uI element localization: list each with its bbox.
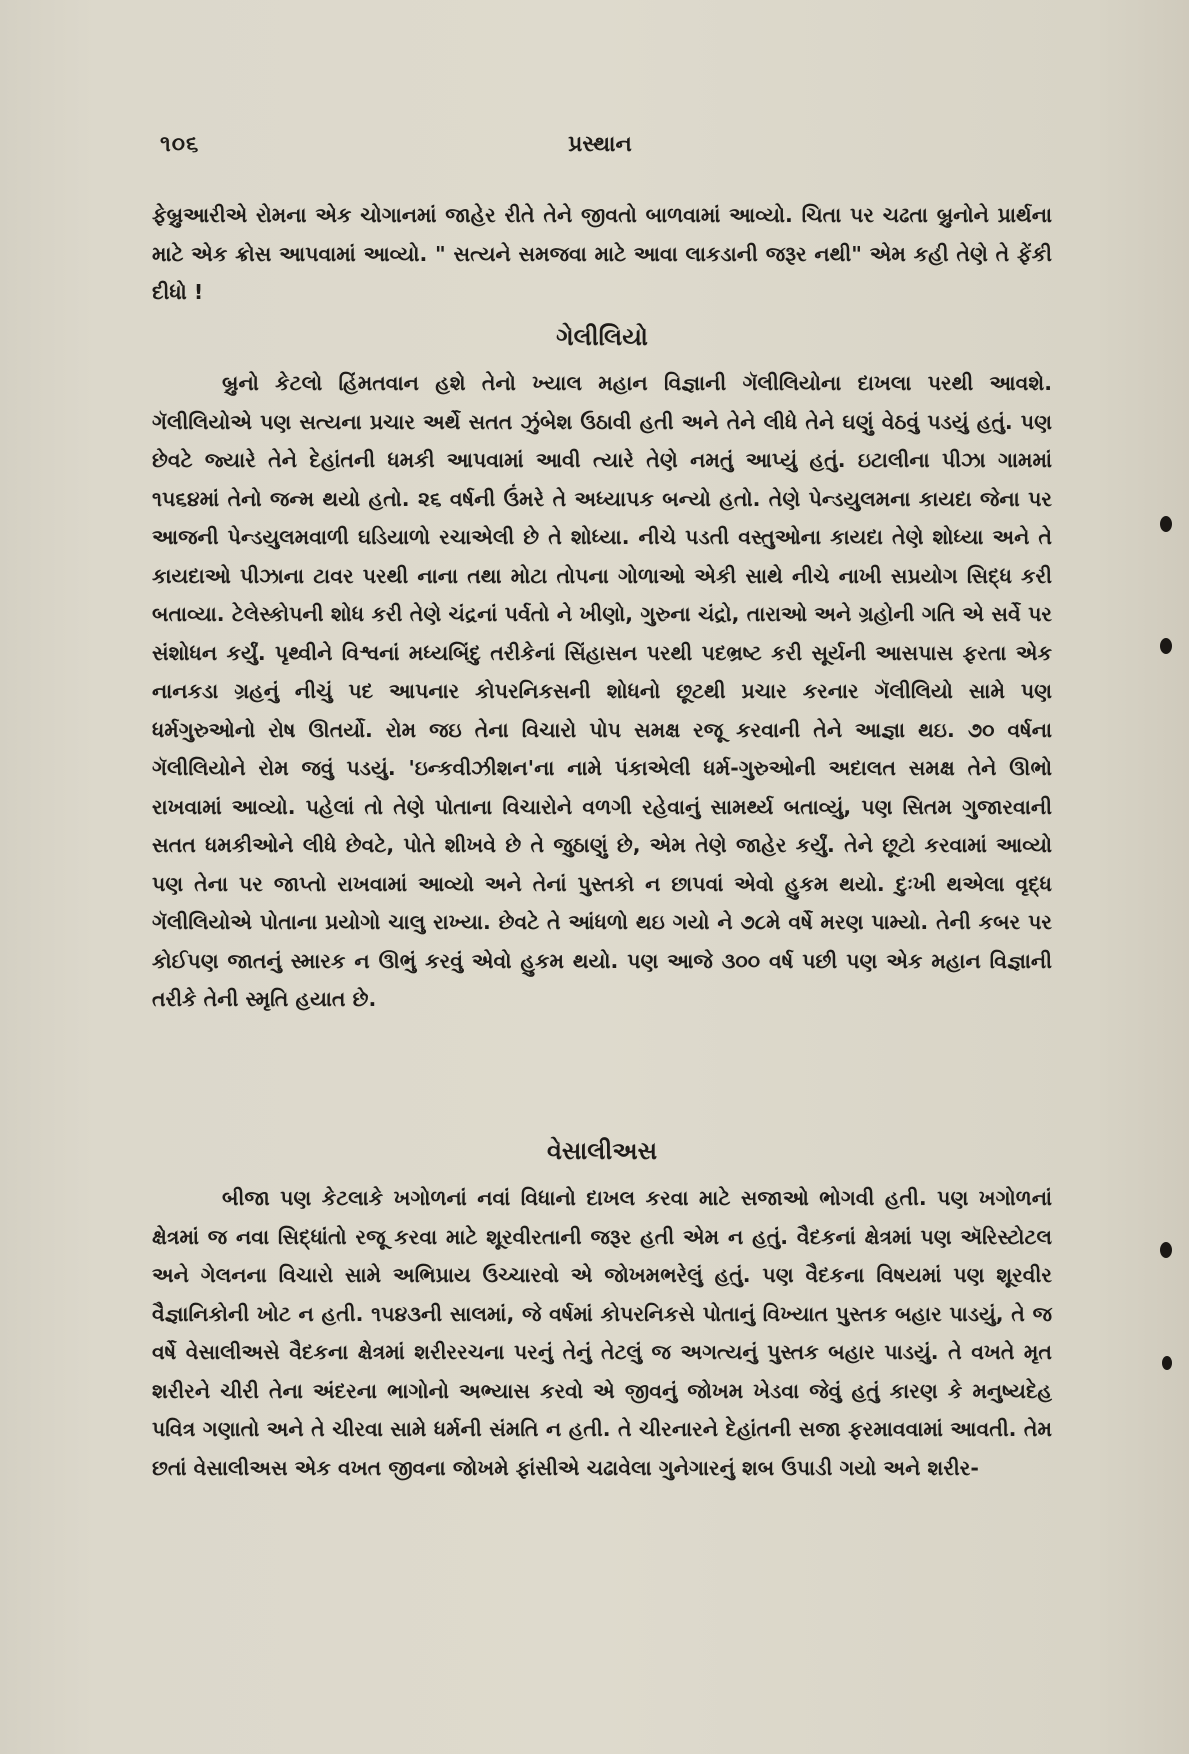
section-heading-vesalius: વેસાલીઅસ [546,1137,658,1165]
galileo-paragraph: બ્રુનો કેટલો હિંમતવાન હશે તેનો ખ્યાલ મહાન વિજ્ઞાની ગૅલીલિયોના દાખલા પરથી આવશે. ગૅલીલિયોએ પણ સત્યના પ્રચાર અર્થે સતત ઝુંબેશ ઉઠાવી હતી અને તેને લીધે તેને ઘણું વેઠવું પડયું હતું. પણ છેવટે જ્યારે તેને દેહાંતની ધમકી આપવામાં આવી ત્યારે તેણે નમતું આપ્યું હતું. ઇટાલીના પીઝા ગામમાં ૧૫૬૪માં તેનો જન્મ થયો હતો. ૨૬ વર્ષની ઉંમરે તે અધ્યાપક બન્યો હતો. તેણે પેન્ડયુલમના કાયદા જેના પર આજની પેન્ડયુલમવાળી ઘડિયાળો રચાએલી છે તે શોધ્યા. નીચે પડતી વસ્તુઓના કાયદા તેણે શોધ્યા અને તે કાયદાઓ પીઝાના ટાવર પરથી નાના તથા મોટા તોપના ગોળાઓ એકી સાથે નીચે નાખી સપ્રયોગ સિદ્ધ કરી બતાવ્યા. ટેલેસ્કોપની શોધ કરી તેણે ચંદ્રનાં પર્વતો ને ખીણો, ગુરુના ચંદ્રો, તારાઓ અને ગ્રહોની ગતિ એ સર્વે પર સંશોધન કર્યું. પૃથ્વીને વિશ્વનાં મધ્યબિંદુ તરીકેનાં સિંહાસન પરથી પદભ્રષ્ટ કરી સૂર્યની આસપાસ ફરતા એક નાનકડા ગ્રહનું નીચું પદ આપનાર કોપરનિકસની શોધનો છૂટથી પ્રચાર કરનાર ગૅલીલિયો સામે પણ ધર્મગુરુઓનો રોષ ઊતર્યો. રોમ જઇ તેના વિચારો પોપ સમક્ષ રજૂ કરવાની તેને આજ્ઞા થઇ. ૭૦ વર્ષના ગૅલીલિયોને રોમ જવું પડયું. 'ઇન્કવીઝીશન'ના નામે પંકાએલી ધર્મ-ગુરુઓની અદાલત સમક્ષ તેને ઊભો રાખવામાં આવ્યો. પહેલાં તો તેણે પોતાના વિચારોને વળગી રહેવાનું સામર્થ્ય બતાવ્યું, પણ સિતમ ગુજારવાની સતત ધમકીઓને લીધે છેવટે, પોતે શીખવે છે તે જુઠાણું છે, એમ તેણે જાહેર કર્યું. તેને છૂટો કરવામાં આવ્યો પણ તેના પર જાપ્તો રાખવામાં આવ્યો અને તેનાં પુસ્તકો ન છાપવાં એવો હુકમ થયો. દુઃખી થએલા વૃદ્ધ ગૅલીલિયોએ પોતાના પ્રયોગો ચાલુ રાખ્યા. છેવટે તે આંધળો થઇ ગયો ને ૭૮મે વર્ષે મરણ પામ્યો. તેની કબર પર કોઈપણ જાતનું સ્મારક ન ઊભું કરવું એવો હુકમ થયો. પણ આજે ૩૦૦ વર્ષ પછી પણ એક મહાન વિજ્ઞાની તરીકે તેની સ્મૃતિ હયાત છે. [152,371,1052,1011]
section-heading-galileo: ગેલીલિયો [556,323,648,351]
vesalius-paragraph: બીજા પણ કેટલાકે ખગોળનાં નવાં વિધાનો દાખલ કરવા માટે સજાઓ ભોગવી હતી. પણ ખગોળનાં ક્ષેત્રમાં જ નવા સિદ્ધાંતો રજૂ કરવા માટે શૂરવીરતાની જરૂર હતી એમ ન હતું. વૈદકનાં ક્ષેત્રમાં પણ ઍરિસ્ટોટલ અને ગેલનના વિચારો સામે અભિપ્રાય ઉચ્ચારવો એ જોખમભરેલું હતું. પણ વૈદકના વિષયમાં પણ શૂરવીર વૈજ્ઞાનિકોની ખોટ ન હતી. ૧૫૪૩ની સાલમાં, જે વર્ષમાં કોપરનિકસે પોતાનું વિખ્યાત પુસ્તક બહાર પાડયું, તે જ વર્ષે વેસાલીઅસે વૈદકના ક્ષેત્રમાં શરીરરચના પરનું તેનું તેટલું જ અગત્યનું પુસ્તક બહાર પાડયું. તે વખતે મૃત શરીરને ચીરી તેના અંદરના ભાગોનો અભ્યાસ કરવો એ જીવનું જોખમ ખેડવા જેવું હતું કારણ કે મનુષ્યદેહ પવિત્ર ગણાતો અને તે ચીરવા સામે ધર્મની સંમતિ ન હતી. તે ચીરનારને દેહાંતની સજા ફરમાવવામાં આવતી. તેમ છતાં વેસાલીઅસ એક વખત જીવના જોખમે ફાંસીએ ચઢાવેલા ગુનેગારનું શબ ઉપાડી ગયો અને શરીર- [152,1186,1052,1480]
binding-hole [1162,1356,1172,1370]
binding-hole [1160,1242,1172,1258]
intro-paragraph: ફેબ્રુઆરીએ રોમના એક ચોગાનમાં જાહેર રીતે તેને જીવતો બાળવામાં આવ્યો. ચિતા પર ચઢતા બ્રુનોને પ્રાર્થના માટે એક ક્રોસ આપવામાં આવ્યો. " સત્યને સમજવા માટે આવા લાકડાની જરૂર નથી" એમ કહી તેણે તે ફેંકી દીધો ! [152,203,1052,304]
running-title: પ્રસ્થાન [568,132,632,157]
page-header [160,132,1040,166]
page-number: ૧૦૬ [160,132,200,157]
binding-hole [1160,516,1172,532]
page-body [152,196,1052,1487]
binding-hole [1160,638,1172,654]
